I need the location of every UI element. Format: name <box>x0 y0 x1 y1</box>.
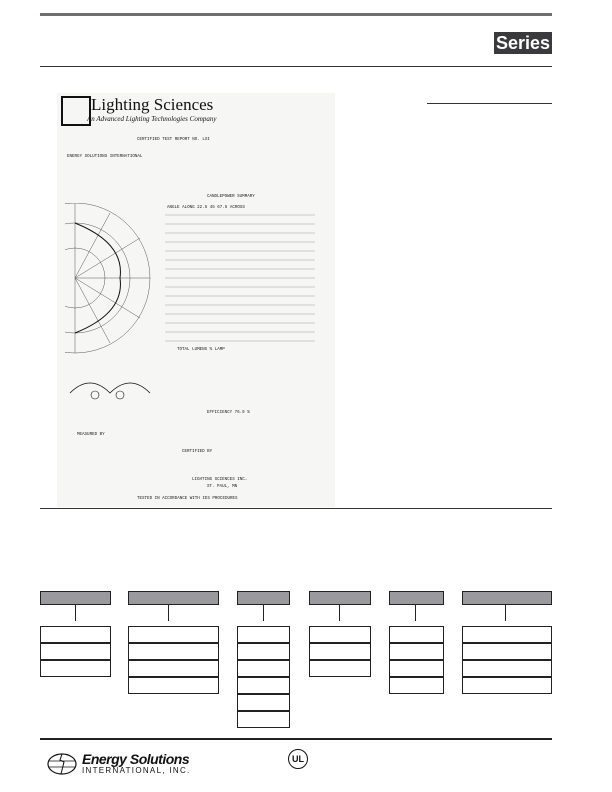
fixture-cross-section <box>65 368 155 408</box>
connector <box>168 605 169 621</box>
connector <box>75 605 76 621</box>
header-divider <box>40 66 552 67</box>
ordering-header-1 <box>40 591 111 605</box>
option-box[interactable] <box>309 626 371 643</box>
option-box[interactable] <box>128 660 219 677</box>
series-badge: Series <box>495 33 551 53</box>
option-box[interactable] <box>40 626 111 643</box>
section-divider <box>40 508 552 509</box>
polar-candela-plot <box>65 203 160 363</box>
report-line: ST. PAUL, MN <box>207 485 238 489</box>
option-box[interactable] <box>462 660 552 677</box>
option-box[interactable] <box>128 626 219 643</box>
report-line: CERTIFIED TEST REPORT NO. LSI <box>137 138 210 142</box>
option-box[interactable] <box>128 643 219 660</box>
option-box[interactable] <box>40 660 111 677</box>
option-box[interactable] <box>237 677 290 694</box>
option-box[interactable] <box>128 677 219 694</box>
report-brand: Lighting Sciences <box>91 95 214 114</box>
report-line: LIGHTING SCIENCES INC. <box>192 478 248 482</box>
report-line: EFFICIENCY 76.9 % <box>207 411 250 415</box>
report-tagline: An Advanced Lighting Technologies Company <box>87 115 217 123</box>
report-line: MEASURED BY <box>77 433 105 437</box>
option-box[interactable] <box>389 677 444 694</box>
option-box[interactable] <box>237 694 290 711</box>
report-line: ENERGY SOLUTIONS INTERNATIONAL <box>67 155 143 159</box>
option-box[interactable] <box>389 660 444 677</box>
connector <box>505 605 506 621</box>
option-box[interactable] <box>309 643 371 660</box>
ordering-header-4 <box>309 591 371 605</box>
report-line: ANGLE ALONG 22.5 45 67.5 ACROSS <box>167 206 245 210</box>
report-line: TOTAL LUMENS % LAMP <box>177 348 225 352</box>
connector <box>415 605 416 621</box>
company-name: Energy Solutions <box>82 751 190 767</box>
ordering-header-2 <box>128 591 219 605</box>
photometric-report-image <box>57 93 335 507</box>
connector <box>263 605 264 621</box>
option-box[interactable] <box>309 660 371 677</box>
connector <box>339 605 340 621</box>
ordering-header-3 <box>237 591 290 605</box>
option-box[interactable] <box>462 643 552 660</box>
candela-table <box>165 211 325 351</box>
company-subtitle: INTERNATIONAL, INC. <box>82 766 191 775</box>
option-box[interactable] <box>237 626 290 643</box>
option-box[interactable] <box>237 660 290 677</box>
right-rule <box>427 103 552 104</box>
option-box[interactable] <box>462 677 552 694</box>
ordering-header-5 <box>389 591 444 605</box>
ordering-header-6 <box>462 591 552 605</box>
report-line: TESTED IN ACCORDANCE WITH IES PROCEDURES <box>137 497 238 501</box>
option-box[interactable] <box>40 643 111 660</box>
option-box[interactable] <box>389 643 444 660</box>
energy-solutions-globe-icon <box>44 750 80 776</box>
option-box[interactable] <box>237 711 290 728</box>
report-line: CERTIFIED BY <box>182 450 213 454</box>
top-rule <box>40 13 552 16</box>
ul-listed-icon: UL <box>288 749 308 769</box>
report-line: CANDLEPOWER SUMMARY <box>207 195 255 199</box>
option-box[interactable] <box>237 643 290 660</box>
footer-rule <box>40 738 552 740</box>
option-box[interactable] <box>462 626 552 643</box>
option-box[interactable] <box>389 626 444 643</box>
